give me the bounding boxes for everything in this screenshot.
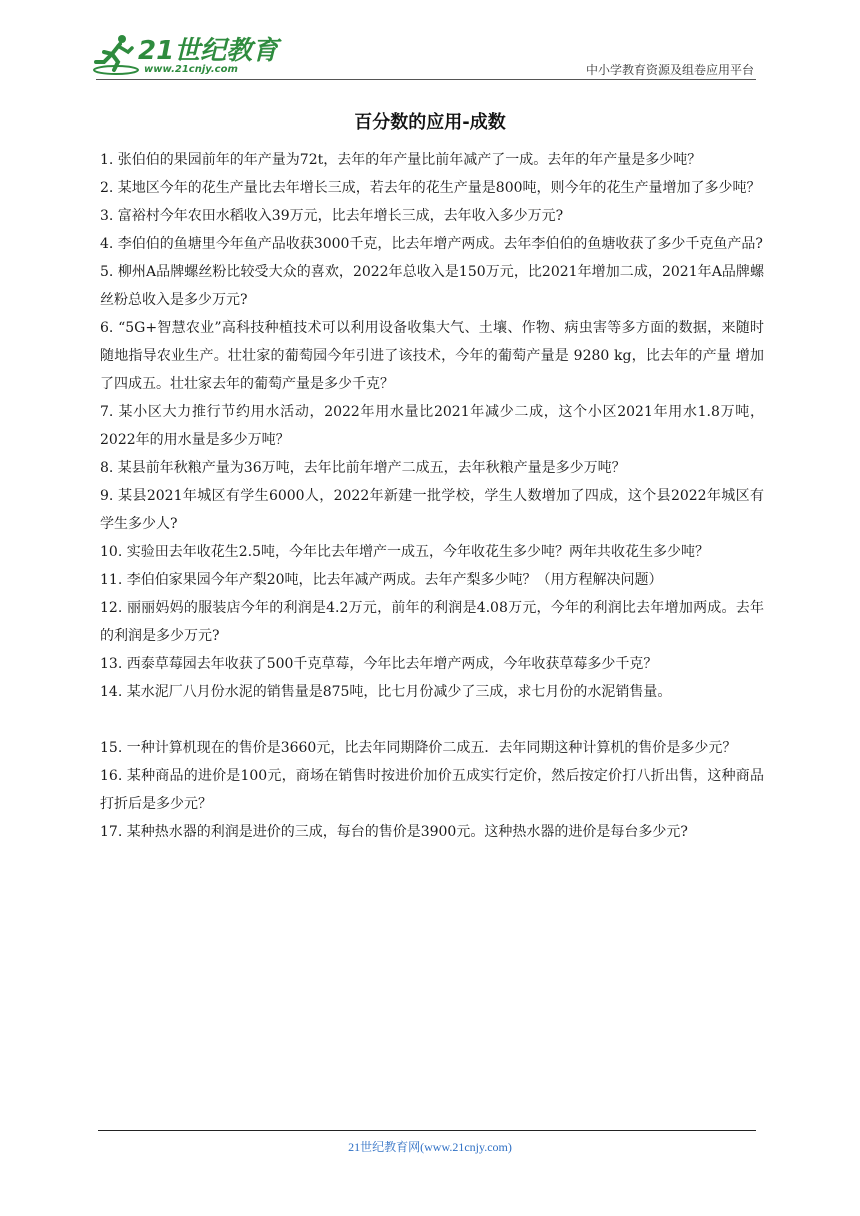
question-item: 14. 某水泥厂八月份水泥的销售量是875吨，比七月份减少了三成，求七月份的水泥销售量。	[100, 684, 672, 700]
question-item: 1. 张伯伯的果园前年的年产量为72t，去年的年产量比前年减产了一成。去年的年产量是多少吨？	[100, 152, 702, 168]
question-item: 4. 李伯伯的鱼塘里今年鱼产品收获3000千克，比去年增产两成。去年李伯伯的鱼塘收获了多少千克鱼产品?	[100, 236, 763, 252]
question-item: 12. 丽丽妈妈的服装店今年的利润是4.2万元，前年的利润是4.08万元，今年的利润比去年增加两成。去年的利润是多少万元?	[100, 600, 764, 644]
question-item: 13. 西泰草莓园去年收获了500千克草莓，今年比去年增产两成，今年收获草莓多少千克？	[100, 656, 658, 672]
question-item: 7. 某小区大力推行节约用水活动，2022年用水量比2021年减少二成，这个小区2021年用水1.8万吨， 2022年的用水量是多少万吨？	[100, 404, 764, 448]
platform-name: 中小学教育资源及组卷应用平台	[585, 63, 754, 77]
header-divider	[96, 79, 756, 80]
site-logo[interactable]	[92, 30, 282, 80]
question-item: 6. “5G+智慧农业”高科技种植技术可以利用设备收集大气、土壤、作物、病虫害等多方面的数据，来随时随地指导农业生产。壮壮家的葡萄园今年引进了该技术，今年的葡萄产量是 9280 kg，比去年的产量 增加了四成五。壮壮家去年的葡萄产量是多少千克？	[100, 320, 764, 392]
logo-url: www.21cnjy.com	[144, 64, 238, 75]
question-item: 15. 一种计算机现在的售价是3660元，比去年同期降价二成五．去年同期这种计算机的售价是多少元？	[100, 740, 737, 756]
question-item: 8. 某县前年秋粮产量为36万吨，去年比前年增产二成五，去年秋粮产量是多少万吨？	[100, 460, 626, 476]
question-list	[100, 146, 764, 846]
question-item: 5. 柳州A品牌螺丝粉比较受大众的喜欢，2022年总收入是150万元，比2021年增加二成，2021年A品牌螺丝粉总收入是多少万元?	[100, 264, 764, 308]
page-title: 百分数的应用-成数	[354, 112, 506, 133]
question-item: 10. 实验田去年收花生2.5吨，今年比去年增产一成五，今年收花生多少吨？两年共收花生多少吨？	[100, 544, 709, 560]
footer-link[interactable]: 21世纪教育网(www.21cnjy.com)	[348, 1140, 512, 1154]
question-item: 16. 某种商品的进价是100元，商场在销售时按进价加价五成实行定价，然后按定价打八折出售，这种商品打折后是多少元？	[100, 768, 764, 812]
question-item: 2. 某地区今年的花生产量比去年增长三成，若去年的花生产量是800吨，则今年的花生产量增加了多少吨？	[100, 180, 761, 196]
footer-divider	[98, 1130, 756, 1131]
question-item: 11. 李伯伯家果园今年产梨20吨，比去年减产两成。去年产梨多少吨？（用方程解决问题）	[100, 572, 663, 588]
question-item: 3. 富裕村今年农田水稻收入39万元，比去年增长三成，去年收入多少万元?	[100, 208, 564, 224]
running-figure-icon	[92, 32, 140, 76]
question-item: 9. 某县2021年城区有学生6000人，2022年新建一批学校，学生人数增加了四成，这个县2022年城区有学生多少人?	[100, 488, 764, 532]
blank-gap	[100, 706, 764, 734]
page-header	[0, 0, 860, 90]
logo-text: 21世纪教育	[138, 36, 279, 66]
question-item: 17. 某种热水器的利润是进价的三成，每台的售价是3900元。这种热水器的进价是每台多少元?	[100, 824, 688, 840]
